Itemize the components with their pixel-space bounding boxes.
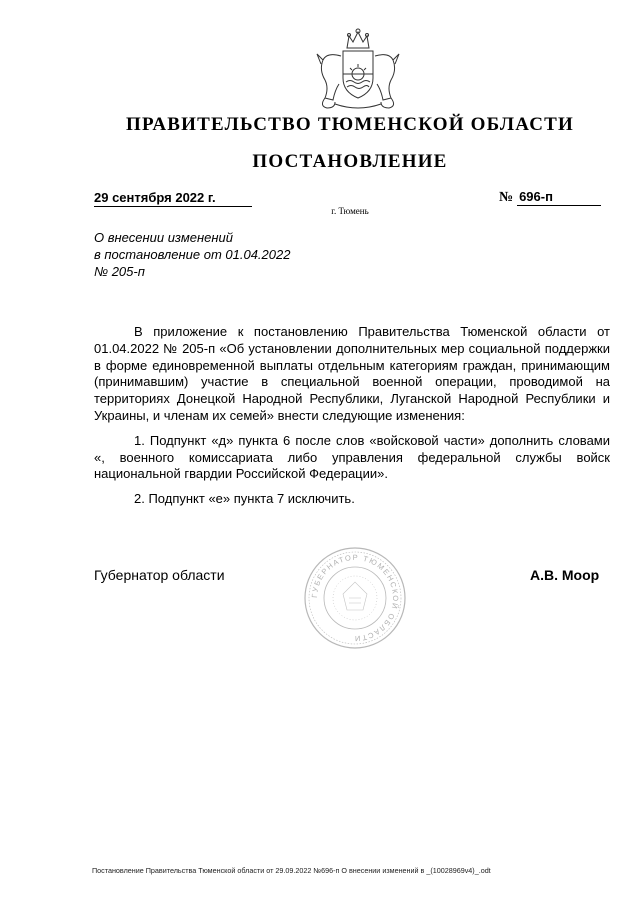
government-title: ПРАВИТЕЛЬСТВО ТЮМЕНСКОЙ ОБЛАСТИ (125, 114, 575, 135)
document-subject (94, 229, 290, 280)
signatory-position: Губернатор области (94, 567, 225, 583)
number-value: 696-п (517, 189, 601, 206)
body-paragraph: 1. Подпункт «д» пункта 6 после слов «войсковой части» дополнить словами «, военного комиссариата либо управления федеральной службы войск национальной гвардии Российской Федерации». (94, 432, 610, 482)
document-type-title: ПОСТАНОВЛЕНИЕ (252, 151, 448, 172)
seal-text: ГУБЕРНАТОР ТЮМЕНСКОЙ ОБЛАСТИ (309, 552, 401, 644)
subject-line: в постановление от 01.04.2022 (94, 247, 291, 262)
subject-line: О внесении изменений (94, 230, 233, 245)
subject-line: № 205-п (94, 264, 145, 279)
city-label: г. Тюмень (331, 206, 369, 216)
number-sign: № (499, 190, 514, 205)
document-body (94, 324, 610, 516)
signatory-name: А.В. Моор (530, 567, 600, 583)
official-seal (303, 546, 407, 650)
document-date: 29 сентября 2022 г. (94, 190, 252, 207)
body-paragraph: В приложение к постановлению Правительства Тюменской области от 01.04.2022 № 205-п «Об установлении дополнительных мер социальной поддержки в форме единовременной выплаты отдельным категориям граждан, принимающим (принимавшим) участие в специальной военной операции, проводимой на территориях Донецкой Народной Республики, Луганской Народной Республики и Украины, и членам их семей» внести следующие изменения: (94, 324, 610, 423)
body-paragraph: 2. Подпункт «е» пункта 7 исключить. (134, 491, 355, 507)
footer-file-info: Постановление Правительства Тюменской области от 29.09.2022 №696-п О внесении изменений в _(10028969v4)_.odt (92, 866, 491, 875)
document-number (499, 188, 605, 206)
coat-of-arms-emblem (313, 26, 403, 112)
